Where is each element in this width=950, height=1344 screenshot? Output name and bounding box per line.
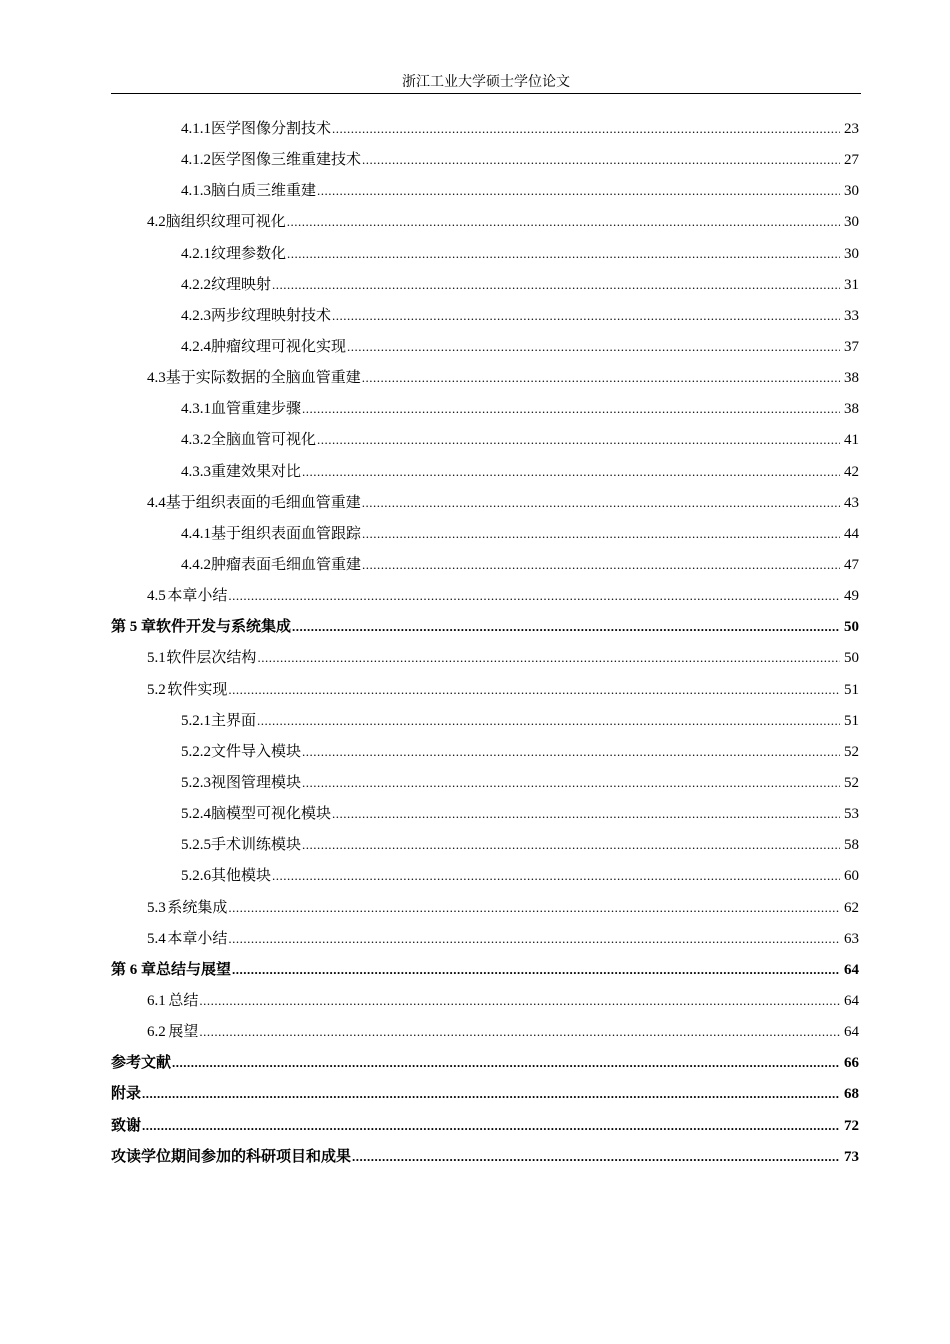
toc-entry-page: 51 [844, 712, 859, 729]
toc-entry[interactable] [111, 798, 859, 829]
toc-entry[interactable] [111, 393, 859, 424]
toc-entry-page: 27 [844, 152, 859, 169]
toc-entry-title: 全脑血管可视化 [211, 432, 317, 449]
toc-entry[interactable] [111, 642, 859, 673]
toc-entry-title: 其他模块 [211, 868, 272, 885]
toc-entry-page: 73 [844, 1148, 859, 1165]
toc-entry-page: 42 [844, 463, 859, 480]
toc-dot-leader [272, 269, 840, 300]
toc-entry[interactable] [111, 113, 859, 144]
toc-entry-number: 4.2.3 [181, 307, 211, 324]
toc-entry-number: 4.2 [147, 214, 166, 231]
toc-entry-title: 脑模型可视化模块 [211, 806, 332, 823]
toc-entry-number: 第 6 章 [111, 961, 157, 978]
toc-entry-title: 参考文献 [111, 1055, 172, 1072]
toc-entry-page: 58 [844, 837, 859, 854]
toc-dot-leader [302, 829, 840, 860]
toc-entry[interactable] [111, 705, 859, 736]
toc-entry-number: 5.1 [147, 650, 166, 667]
toc-entry-page: 68 [844, 1086, 859, 1103]
toc-dot-leader [199, 985, 840, 1016]
toc-dot-leader [302, 456, 840, 487]
toc-entry-number: 4.2.4 [181, 338, 211, 355]
toc-dot-leader [142, 1110, 840, 1141]
toc-entry-title: 致谢 [111, 1117, 142, 1134]
toc-entry-number: 4.1.3 [181, 183, 211, 200]
toc-entry-title: 基于组织表面的毛细血管重建 [165, 494, 361, 511]
toc-entry[interactable] [111, 580, 859, 611]
toc-entry-number: 5.2.3 [181, 774, 211, 791]
toc-entry-page: 41 [844, 432, 859, 449]
toc-entry-number: 5.3 [147, 899, 166, 916]
toc-entry[interactable] [111, 206, 859, 237]
toc-dot-leader [317, 175, 840, 206]
toc-entry-title: 医学图像分割技术 [211, 121, 332, 137]
toc-entry-title: 软件开发与系统集成 [156, 619, 292, 636]
toc-dot-leader [228, 580, 840, 611]
toc-entry[interactable] [111, 1016, 859, 1047]
toc-dot-leader [332, 113, 840, 144]
toc-entry[interactable] [111, 829, 859, 860]
toc-entry-title: 附录 [111, 1086, 142, 1103]
toc-entry[interactable] [111, 144, 859, 175]
toc-entry[interactable] [111, 487, 859, 518]
toc-entry-page: 44 [844, 525, 859, 542]
toc-entry-page: 53 [844, 806, 859, 823]
toc-dot-leader [332, 798, 840, 829]
toc-entry-number: 第 5 章 [111, 619, 157, 636]
toc-entry[interactable] [111, 269, 859, 300]
toc-entry-page: 52 [844, 774, 859, 791]
toc-entry[interactable] [111, 549, 859, 580]
toc-entry-page: 72 [844, 1117, 859, 1134]
toc-entry-page: 43 [844, 494, 859, 511]
toc-entry-title: 医学图像三维重建技术 [211, 152, 362, 169]
toc-dot-leader [302, 736, 840, 767]
toc-entry-title: 本章小结 [167, 588, 228, 605]
toc-entry[interactable] [111, 238, 859, 269]
toc-entry-title: 文件导入模块 [211, 743, 302, 760]
toc-entry-number: 5.4 [147, 930, 166, 947]
toc-dot-leader [257, 705, 840, 736]
toc-entry-page: 50 [844, 650, 859, 667]
toc-dot-leader [302, 767, 840, 798]
toc-dot-leader [228, 674, 840, 705]
toc-entry[interactable] [111, 860, 859, 891]
toc-entry-title: 主界面 [211, 712, 257, 729]
toc-entry-page: 62 [844, 899, 859, 916]
toc-entry-number: 4.5 [147, 588, 166, 605]
toc-entry-number: 5.2.2 [181, 743, 211, 760]
table-of-contents [111, 113, 859, 1172]
toc-entry-page: 30 [844, 214, 859, 231]
toc-entry-title: 视图管理模块 [211, 774, 302, 791]
toc-entry-title: 基于实际数据的全脑血管重建 [165, 370, 361, 387]
toc-dot-leader [228, 923, 840, 954]
toc-entry-page: 51 [844, 681, 859, 698]
toc-dot-leader [257, 642, 840, 673]
toc-entry-number: 4.4.2 [181, 556, 211, 573]
toc-entry[interactable] [111, 424, 859, 455]
toc-entry[interactable] [111, 518, 859, 549]
toc-entry-page: 30 [844, 245, 859, 262]
toc-dot-leader [199, 1016, 840, 1047]
toc-entry-page: 52 [844, 743, 859, 760]
toc-entry-page: 60 [844, 868, 859, 885]
toc-entry-page: 37 [844, 338, 859, 355]
toc-entry-page: 23 [844, 121, 859, 137]
toc-dot-leader [292, 611, 840, 642]
toc-entry[interactable] [111, 1141, 859, 1172]
toc-entry[interactable] [111, 611, 859, 642]
toc-entry-page: 50 [844, 619, 859, 636]
toc-dot-leader [272, 860, 840, 891]
toc-entry-number: 4.2.2 [181, 276, 211, 293]
header-rule [111, 93, 861, 94]
toc-dot-leader [362, 144, 840, 175]
toc-entry-number: 5.2.6 [181, 868, 211, 885]
toc-dot-leader [172, 1047, 840, 1078]
toc-entry-title: 软件实现 [167, 681, 228, 698]
toc-dot-leader [302, 393, 840, 424]
toc-dot-leader [362, 487, 840, 518]
toc-entry-title: 纹理映射 [211, 276, 272, 293]
toc-entry-title: 总结 [168, 992, 199, 1009]
toc-entry[interactable] [111, 736, 859, 767]
toc-entry[interactable] [111, 456, 859, 487]
toc-dot-leader [362, 362, 840, 393]
page-header: 浙江工业大学硕士学位论文 [402, 75, 570, 90]
toc-entry-title: 脑白质三维重建 [211, 183, 317, 200]
toc-entry[interactable] [111, 1110, 859, 1141]
toc-dot-leader [362, 549, 840, 580]
toc-entry[interactable] [111, 923, 859, 954]
toc-entry-title: 软件层次结构 [166, 650, 257, 667]
toc-entry-title: 总结与展望 [156, 961, 232, 978]
toc-entry-number: 6.1 [147, 992, 166, 1009]
toc-dot-leader [287, 238, 840, 269]
toc-entry-page: 30 [844, 183, 859, 200]
toc-entry[interactable] [111, 985, 859, 1016]
toc-entry-title: 本章小结 [167, 930, 228, 947]
toc-entry-number: 5.2.1 [181, 712, 211, 729]
toc-entry-title: 两步纹理映射技术 [211, 307, 332, 324]
toc-entry[interactable] [111, 892, 859, 923]
toc-entry-title: 纹理参数化 [211, 245, 287, 262]
toc-dot-leader [362, 518, 840, 549]
toc-entry-page: 63 [844, 930, 859, 947]
toc-entry[interactable] [111, 674, 859, 705]
toc-entry-page: 31 [844, 276, 859, 293]
toc-dot-leader [347, 331, 840, 362]
toc-entry-number: 4.3.1 [181, 401, 211, 418]
toc-entry-title: 肿瘤纹理可视化实现 [211, 338, 347, 355]
toc-entry-title: 脑组织纹理可视化 [165, 214, 286, 231]
toc-entry-page: 64 [844, 1024, 859, 1041]
toc-entry-title: 系统集成 [167, 899, 228, 916]
toc-entry-number: 4.4 [147, 494, 166, 511]
toc-entry-number: 4.3 [147, 370, 166, 387]
toc-entry[interactable] [111, 954, 859, 985]
toc-entry-number: 6.2 [147, 1024, 166, 1041]
toc-entry-number: 4.3.3 [181, 463, 211, 480]
toc-entry-number: 5.2 [147, 681, 166, 698]
toc-entry-number: 4.4.1 [181, 525, 211, 542]
toc-entry-page: 49 [844, 588, 859, 605]
toc-entry-number: 4.1.2 [181, 152, 211, 169]
toc-entry-number: 4.2.1 [181, 245, 211, 262]
toc-dot-leader [287, 206, 840, 237]
toc-dot-leader [142, 1078, 840, 1109]
toc-entry-page: 64 [844, 992, 859, 1009]
toc-dot-leader [332, 300, 840, 331]
toc-entry-title: 重建效果对比 [211, 463, 302, 480]
toc-entry[interactable] [111, 362, 859, 393]
toc-entry-number: 5.2.5 [181, 837, 211, 854]
toc-dot-leader [232, 954, 840, 985]
toc-entry-title: 攻读学位期间参加的科研项目和成果 [111, 1148, 352, 1165]
toc-dot-leader [317, 424, 840, 455]
toc-entry-page: 64 [844, 961, 859, 978]
toc-entry-title: 基于组织表面血管跟踪 [211, 525, 362, 542]
toc-entry-number: 4.1.1 [181, 121, 211, 137]
toc-entry-title: 手术训练模块 [211, 837, 302, 854]
toc-entry[interactable] [111, 1047, 859, 1078]
toc-entry-page: 33 [844, 307, 859, 324]
toc-entry-number: 5.2.4 [181, 806, 211, 823]
toc-entry[interactable] [111, 300, 859, 331]
toc-entry-title: 血管重建步骤 [211, 401, 302, 418]
toc-entry-page: 66 [844, 1055, 859, 1072]
toc-entry-number: 4.3.2 [181, 432, 211, 449]
toc-entry[interactable] [111, 331, 859, 362]
toc-dot-leader [228, 892, 840, 923]
toc-entry-page: 38 [844, 370, 859, 387]
toc-entry[interactable] [111, 175, 859, 206]
toc-entry-title: 展望 [168, 1024, 199, 1041]
toc-entry[interactable] [111, 767, 859, 798]
toc-entry-page: 38 [844, 401, 859, 418]
toc-entry-title: 肿瘤表面毛细血管重建 [211, 556, 362, 573]
toc-entry-page: 47 [844, 556, 859, 573]
toc-dot-leader [352, 1141, 840, 1172]
toc-entry[interactable] [111, 1078, 859, 1109]
